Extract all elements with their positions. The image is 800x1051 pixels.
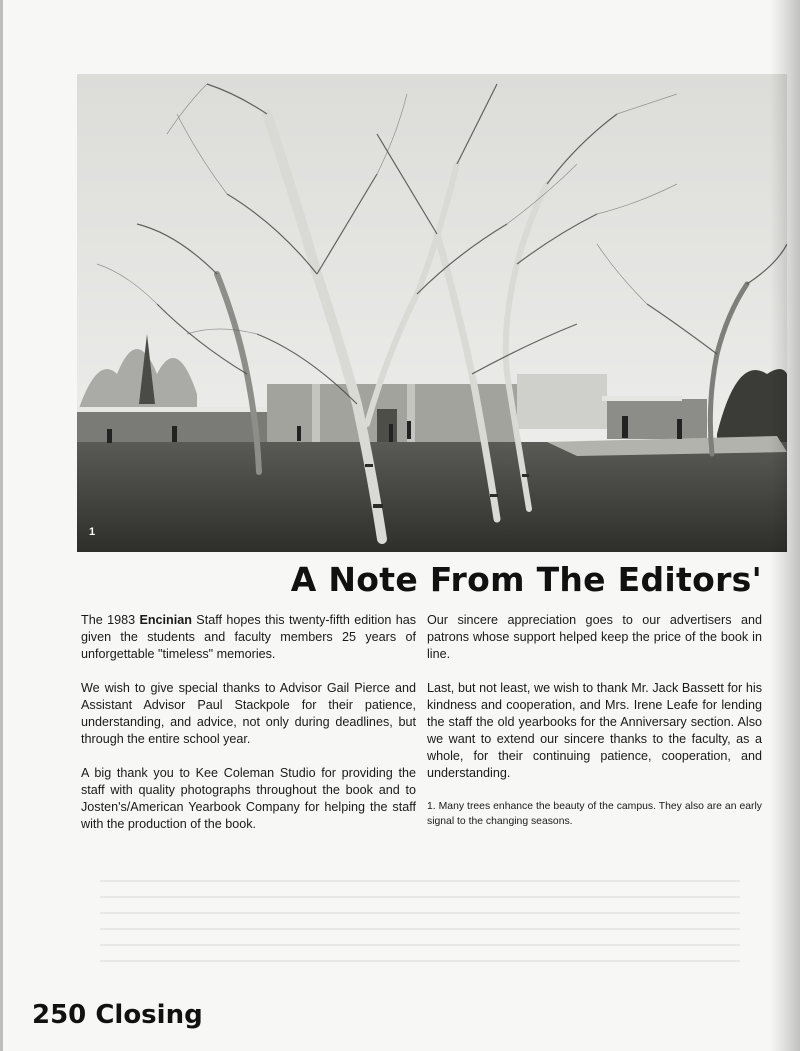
- intro-paragraph: [81, 612, 416, 663]
- headline: A Note From The Editors': [290, 560, 762, 599]
- binding-shadow: [770, 0, 800, 1051]
- studio-paragraph: A big thank you to Kee Coleman Studio for providing the staff with quality photographs throughout the book and to Josten's/American Yearbook Company for helping the staff with the production of the book.: [81, 766, 416, 831]
- advisors-paragraph: We wish to give special thanks to Advisor Gail Pierce and Assistant Advisor Paul Stackpole for their patience, understanding, and advice, not only during deadlines, but through the entire school year.: [81, 681, 416, 746]
- page-folio: 250 Closing: [32, 1000, 203, 1030]
- yearbook-name: Encinian: [139, 613, 192, 627]
- right-column: [427, 612, 762, 846]
- campus-trees-photo: [77, 74, 787, 552]
- photo-number: 1: [89, 526, 96, 538]
- thanks-paragraph: Last, but not least, we wish to thank Mr. Jack Bassett for his kindness and cooperation, and Mrs. Irene Leafe for lending the staff the old yearbooks for the Anniversary section. Also we want to extend our sincere thanks to the faculty, as a whole, for their continuing patience, cooperation, and understanding.: [427, 681, 762, 780]
- left-column: [81, 612, 416, 850]
- intro-prefix: The 1983: [81, 613, 140, 627]
- advertisers-paragraph: Our sincere appreciation goes to our advertisers and patrons whose support helped keep the price of the book in line.: [427, 613, 762, 661]
- photo-caption: 1. Many trees enhance the beauty of the campus. They also are an early signal to the changing seasons.: [427, 801, 762, 827]
- intro-suffix: Staff hopes this twenty-fifth edition has given the students and faculty members 25 years of unforgettable "timeless" memories.: [81, 613, 417, 661]
- reverse-side-bleed: [100, 880, 740, 970]
- page-edge: [0, 0, 3, 1051]
